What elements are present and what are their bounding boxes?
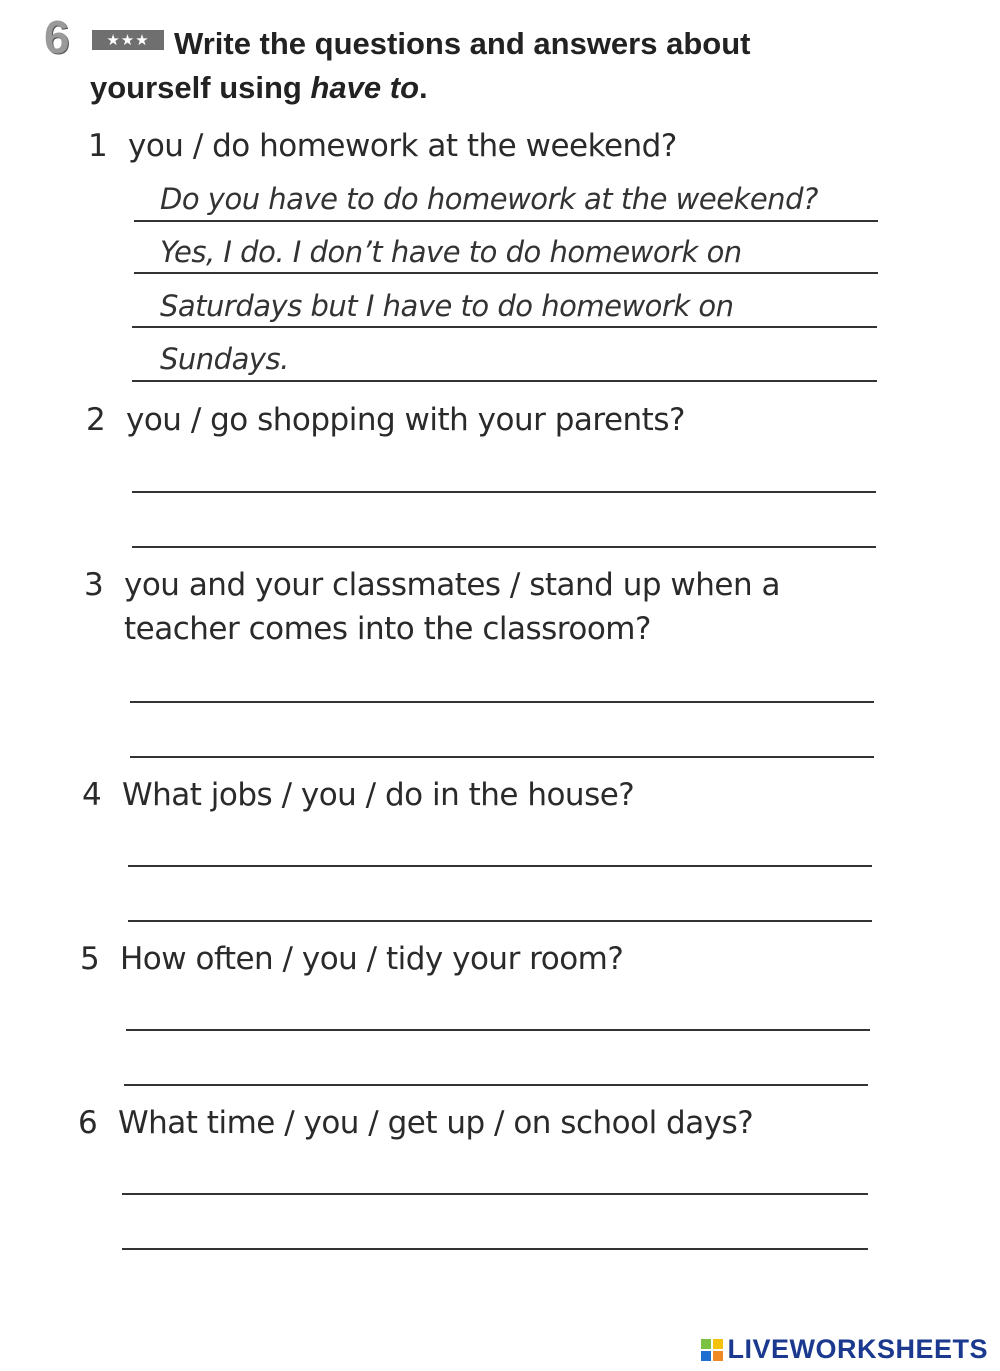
- question-number: 1: [88, 128, 108, 164]
- instructions-prefix: yourself using: [90, 70, 311, 105]
- exercise-number: 6: [44, 11, 70, 63]
- question-number: 2: [86, 402, 106, 438]
- instructions-suffix: .: [419, 70, 428, 105]
- example-answer-line-4: Sundays.: [160, 342, 289, 376]
- question-5: [80, 937, 623, 981]
- question-number: 3: [84, 567, 104, 603]
- answer-line-q2-1[interactable]: [132, 491, 876, 493]
- answer-line-q2-2[interactable]: [132, 546, 876, 548]
- answer-line-q6-2[interactable]: [122, 1248, 868, 1250]
- question-6: [78, 1101, 753, 1145]
- answer-line: [132, 380, 877, 382]
- question-3: [84, 563, 780, 651]
- liveworksheets-logo-icon: [701, 1339, 723, 1361]
- example-answer-line-2: Yes, I do. I don’t have to do homework on: [160, 235, 742, 269]
- instructions-line-2: [90, 70, 428, 105]
- answer-line: [132, 326, 877, 328]
- logo-text: LIVEWORKSHEETS: [727, 1334, 988, 1364]
- instructions-emphasis: have to: [310, 70, 420, 105]
- question-number: 5: [80, 941, 100, 977]
- question-4: [82, 773, 634, 817]
- question-number: 6: [78, 1105, 98, 1141]
- answer-line: [134, 220, 878, 222]
- answer-line-q5-1[interactable]: [126, 1029, 870, 1031]
- question-prompt-line-1: you and your classmates / stand up when a: [124, 567, 780, 603]
- question-number: 4: [82, 777, 102, 813]
- answer-line-q3-1[interactable]: [130, 701, 874, 703]
- difficulty-stars-icon: ★★★: [92, 30, 164, 50]
- answer-line-q4-1[interactable]: [128, 865, 872, 867]
- question-prompt: What time / you / get up / on school days?: [118, 1105, 754, 1141]
- liveworksheets-logo: [701, 1334, 988, 1365]
- question-prompt: What jobs / you / do in the house?: [122, 777, 635, 813]
- instructions-line-1: Write the questions and answers about: [174, 26, 751, 61]
- answer-line: [134, 272, 878, 274]
- exercise-instructions: [90, 22, 890, 110]
- answer-line-q6-1[interactable]: [122, 1193, 868, 1195]
- answer-line-q4-2[interactable]: [128, 920, 872, 922]
- question-1: [88, 124, 677, 168]
- answer-line-q3-2[interactable]: [130, 756, 874, 758]
- question-prompt: [124, 563, 780, 651]
- question-prompt: you / go shopping with your parents?: [126, 402, 685, 438]
- answer-line-q5-2[interactable]: [124, 1084, 868, 1086]
- example-answer-line-1: Do you have to do homework at the weekend?: [160, 182, 818, 216]
- question-prompt: you / do homework at the weekend?: [128, 128, 677, 164]
- question-prompt: How often / you / tidy your room?: [120, 941, 624, 977]
- example-answer-line-3: Saturdays but I have to do homework on: [160, 289, 734, 323]
- question-prompt-line-2: teacher comes into the classroom?: [124, 611, 651, 647]
- question-2: [86, 398, 685, 442]
